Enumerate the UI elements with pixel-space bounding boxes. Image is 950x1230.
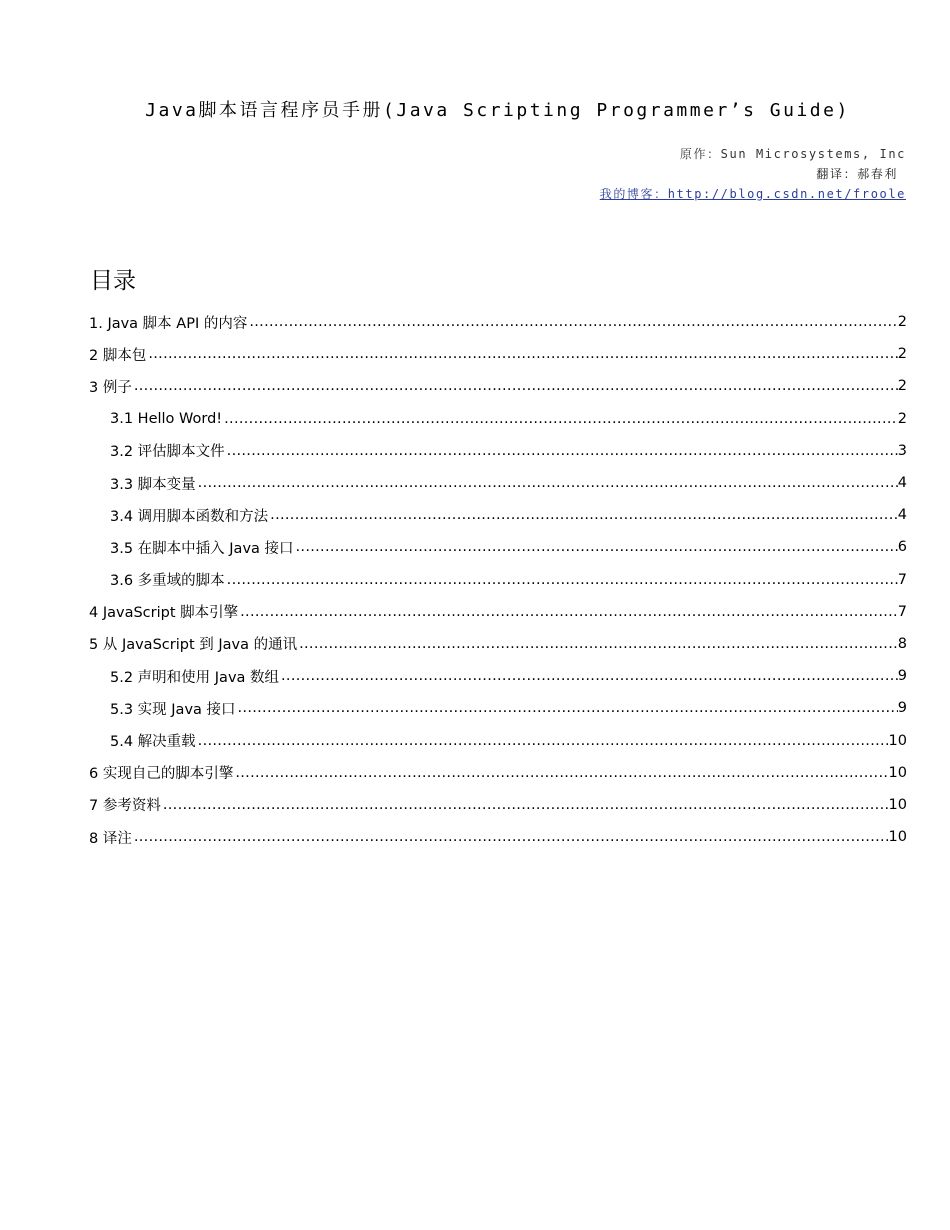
- toc-entry[interactable]: [89, 499, 907, 531]
- toc-entry-text: 7 参考资料: [89, 798, 161, 815]
- toc-page-number: 7: [897, 571, 907, 588]
- toc-dot-leader: [294, 539, 898, 555]
- document-title: Java脚本语言程序员手册(Java Scripting Programmer’s Guide): [145, 100, 850, 121]
- toc-entry-text: 5.3 实现 Java 接口: [110, 701, 236, 718]
- toc-dot-leader: [225, 572, 898, 588]
- toc-entry[interactable]: [89, 435, 907, 467]
- toc-entry[interactable]: [89, 306, 907, 338]
- toc-page-number: 8: [897, 635, 907, 652]
- toc-dot-leader: [268, 507, 898, 523]
- toc-entry-text: 3.5 在脚本中插入 Java 接口: [110, 540, 294, 557]
- toc-entry[interactable]: [89, 757, 907, 789]
- toc-entry-text: 4 JavaScript 脚本引擎: [89, 605, 239, 622]
- toc-page-number: 2: [897, 346, 907, 363]
- toc-entry-text: 5 从 JavaScript 到 Java 的通讯: [89, 637, 298, 654]
- toc-entry-text: 3.3 脚本变量: [110, 476, 196, 493]
- toc-page-number: 2: [897, 378, 907, 395]
- toc-dot-leader: [132, 378, 898, 394]
- toc-dot-leader: [161, 797, 889, 813]
- toc-dot-leader: [222, 411, 898, 427]
- toc-entry-text: 3.6 多重域的脚本: [110, 573, 225, 590]
- toc-page-number: 10: [888, 764, 907, 781]
- toc-entry[interactable]: [89, 403, 907, 435]
- toc-page-number: 2: [897, 410, 907, 427]
- toc-page-number: 9: [897, 700, 907, 717]
- toc-entry[interactable]: [89, 789, 907, 821]
- toc-page-number: 3: [897, 442, 907, 459]
- toc-entry[interactable]: [89, 628, 907, 660]
- toc-entry[interactable]: [89, 660, 907, 692]
- toc-page-number: 7: [897, 603, 907, 620]
- toc-entry-text: 8 译注: [89, 830, 132, 847]
- toc-entry[interactable]: [89, 564, 907, 596]
- toc-entry-text: 1. Java 脚本 API 的内容: [89, 315, 248, 332]
- toc-entry[interactable]: [89, 821, 907, 853]
- toc-dot-leader: [225, 443, 898, 459]
- toc-entry[interactable]: [89, 724, 907, 756]
- toc-heading: 目录: [90, 268, 136, 294]
- toc-page-number: 6: [897, 539, 907, 556]
- toc-entry-text: 6 实现自己的脚本引擎: [89, 766, 234, 783]
- toc-dot-leader: [236, 700, 898, 716]
- toc-dot-leader: [196, 733, 889, 749]
- toc-entry-text: 3.1 Hello Word!: [110, 410, 223, 427]
- toc-dot-leader: [238, 604, 898, 620]
- toc-dot-leader: [279, 668, 898, 684]
- author-line: 原作：Sun Microsystems, Inc: [679, 147, 906, 161]
- toc-dot-leader: [132, 829, 889, 845]
- table-of-contents: [89, 306, 907, 853]
- translator-line: 翻译：郝春利: [816, 167, 898, 181]
- toc-entry-text: 3.2 评估脚本文件: [110, 444, 225, 461]
- toc-dot-leader: [233, 765, 888, 781]
- toc-entry[interactable]: [89, 370, 907, 402]
- toc-page-number: 10: [888, 829, 907, 846]
- toc-page-number: 10: [888, 796, 907, 813]
- toc-dot-leader: [146, 346, 897, 362]
- toc-entry-text: 5.2 声明和使用 Java 数组: [110, 669, 280, 686]
- toc-entry[interactable]: [89, 596, 907, 628]
- toc-entry[interactable]: [89, 692, 907, 724]
- toc-dot-leader: [247, 314, 897, 330]
- toc-page-number: 9: [897, 668, 907, 685]
- toc-page-number: 4: [897, 507, 907, 524]
- blog-link[interactable]: 我的博客：http://blog.csdn.net/froole: [599, 187, 906, 201]
- toc-entry-text: 5.4 解决重载: [110, 734, 196, 751]
- toc-dot-leader: [297, 636, 898, 652]
- toc-page-number: 10: [888, 732, 907, 749]
- toc-page-number: 2: [897, 314, 907, 331]
- toc-entry-text: 2 脚本包: [89, 347, 147, 364]
- toc-entry-text: 3 例子: [89, 379, 132, 396]
- toc-entry[interactable]: [89, 531, 907, 563]
- toc-entry[interactable]: [89, 338, 907, 370]
- toc-entry[interactable]: [89, 467, 907, 499]
- toc-page-number: 4: [897, 475, 907, 492]
- toc-dot-leader: [196, 475, 898, 491]
- toc-entry-text: 3.4 调用脚本函数和方法: [110, 508, 269, 525]
